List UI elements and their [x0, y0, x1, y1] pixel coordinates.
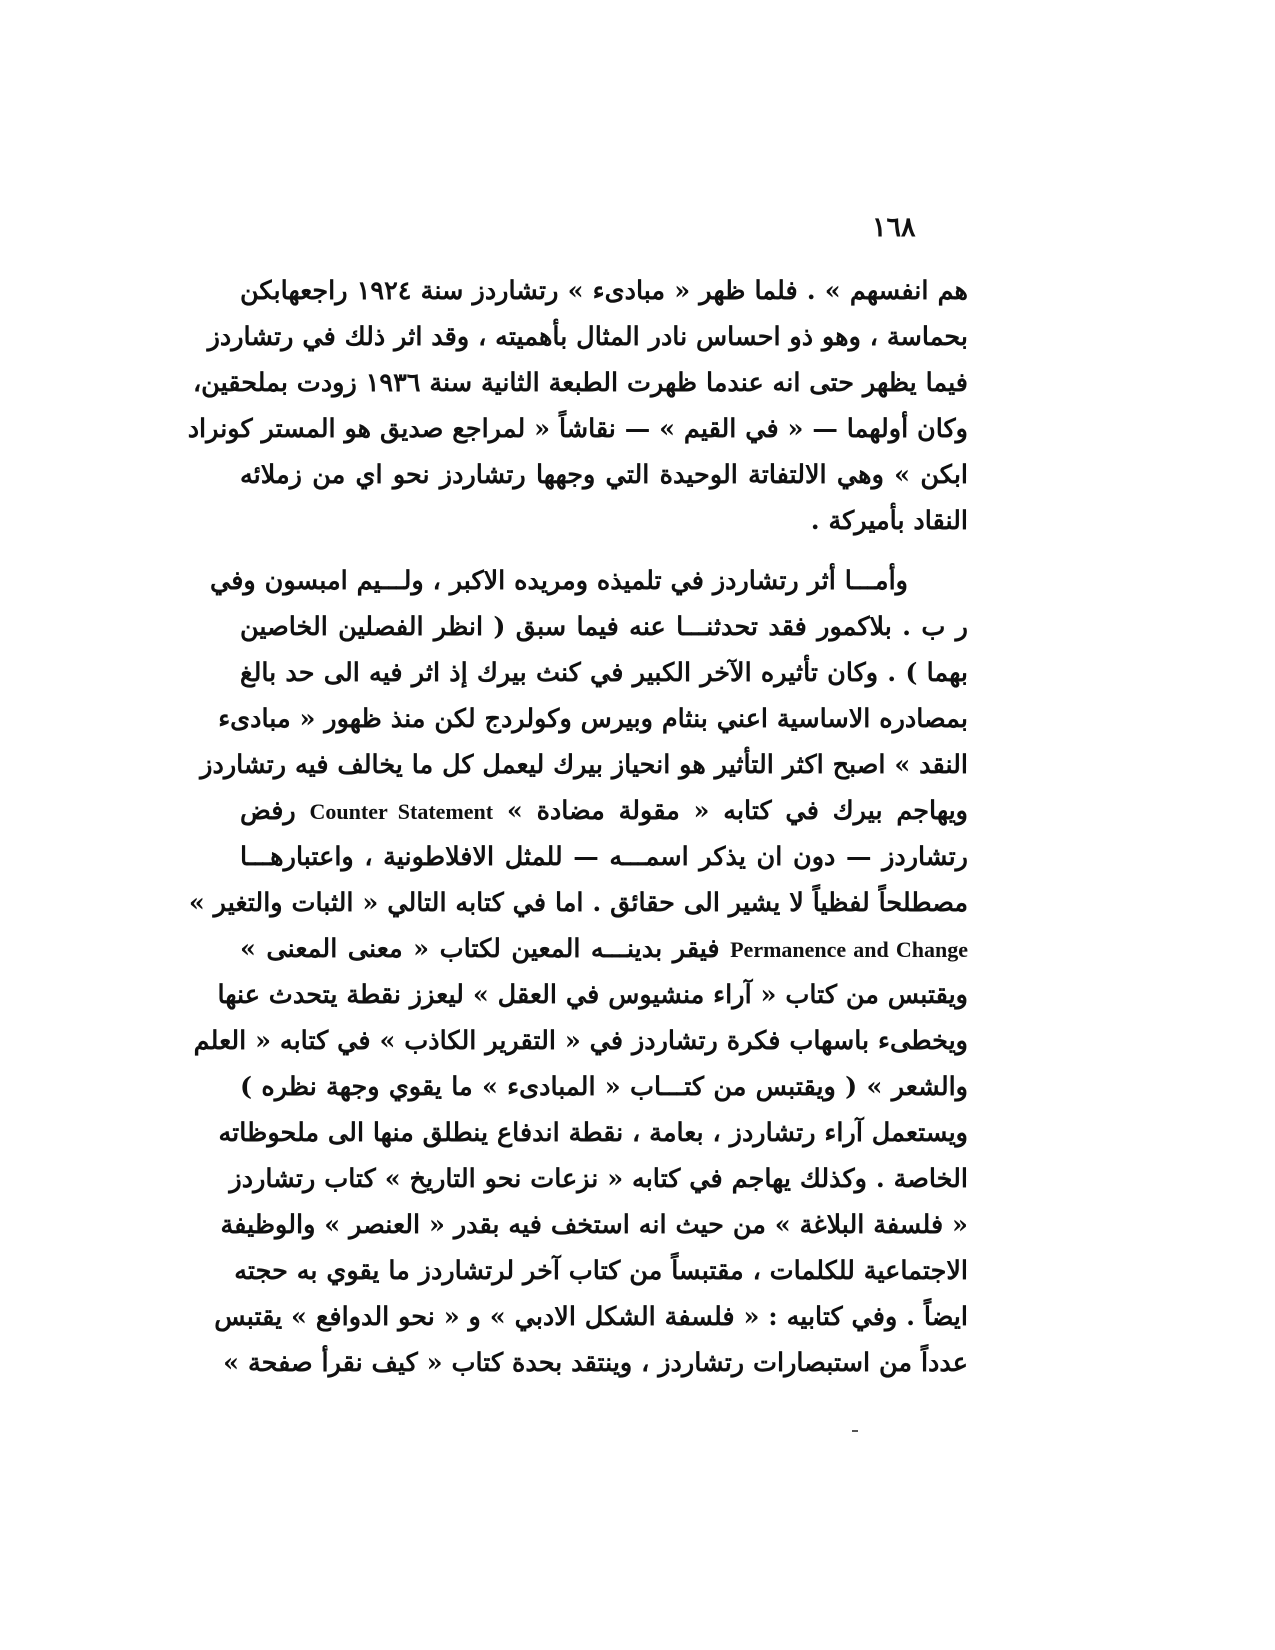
text-line: رتشاردز — دون ان يذكر اسمـــه — للمثل الافلاطونية ، واعتبارهـــا	[240, 842, 968, 872]
text-line: الاجتماعية للكلمات ، مقتبساً من كتاب آخر لرتشاردز ما يقوي به حجته	[234, 1256, 968, 1286]
text-line: عدداً من استبصارات رتشاردز ، وينتقد بحدة كتاب « كيف نقرأ صفحة »	[223, 1348, 968, 1378]
page-number: ١٦٨	[872, 212, 916, 243]
text-line: ايضاً . وفي كتابيه : « فلسفة الشكل الادبي » و « نحو الدوافع » يقتبس	[214, 1302, 968, 1332]
paragraph	[188, 558, 968, 1386]
text-line: ر ب . بلاكمور فقد تحدثنـــا عنه فيما سبق ( انظر الفصلين الخاصين	[240, 612, 968, 642]
text-line: ويقتبس من كتاب « آراء منشيوس في العقل » ليعزز نقطة يتحدث عنها	[217, 980, 968, 1010]
text-line: ابكن » وهي الالتفاتة الوحيدة التي وجهها رتشاردز نحو اي من زملائه	[240, 460, 968, 490]
latin-title: Counter Statement	[309, 799, 494, 824]
text-line: مصطلحاً لفظياً لا يشير الى حقائق . اما في كتابه التالي « الثبات والتغير »	[188, 888, 968, 918]
text-line: الخاصة . وكذلك يهاجم في كتابه « نزعات نحو التاريخ » كتاب رتشاردز	[229, 1164, 968, 1194]
text-line: ويخطىء باسهاب فكرة رتشاردز في « التقرير الكاذب » في كتابه « العلم	[193, 1026, 968, 1056]
text-line: النقد » اصبح اكثر التأثير هو انحياز بيرك ليعمل كل ما يخالف فيه رتشاردز	[200, 750, 968, 780]
text-line: ويهاجم بيرك في كتابه « مقولة مضادة » Counter Statement رفض	[240, 796, 968, 826]
text-line: بحماسة ، وهو ذو احساس نادر المثال بأهميته ، وقد اثر ذلك في رتشاردز	[207, 322, 968, 352]
latin-title: Permanence and Change	[730, 937, 968, 962]
text-line: ويستعمل آراء رتشاردز ، بعامة ، نقطة اندفاع ينطلق منها الى ملحوظاته	[218, 1118, 968, 1148]
text-line: « فلسفة البلاغة » من حيث انه استخف فيه بقدر « العنصر » والوظيفة	[220, 1210, 968, 1240]
paragraph	[187, 268, 968, 544]
paragraph-gap	[240, 544, 968, 558]
text-line: بمصادره الاساسية اعني بنثام وبيرس وكولردج لكن منذ ظهور « مبادىء	[218, 704, 968, 734]
text-line: والشعر » ( ويقتبس من كتـــاب « المبادىء » ما يقوي وجهة نظره )	[240, 1072, 968, 1102]
text-line: فيما يظهر حتى انه عندما ظهرت الطبعة الثانية سنة ١٩٣٦ زودت بملحقين،	[192, 368, 968, 398]
text-line: Permanence and Change فيقر بدينـــه المعين لكتاب « معنى المعنى »	[240, 934, 968, 964]
body-text	[187, 268, 968, 1386]
speck-mark	[852, 1430, 858, 1432]
text-line: هم انفسهم » . فلما ظهر « مبادىء » رتشاردز سنة ١٩٢٤ راجعهابكن	[240, 276, 968, 306]
text-line: وكان أولهما — « في القيم » — نقاشاً « لمراجع صديق هو المستر كونراد	[187, 414, 968, 444]
text-line: بهما ) . وكان تأثيره الآخر الكبير في كنث بيرك إذ اثر فيه الى حد بالغ	[240, 658, 968, 688]
text-line: وأمـــا أثر رتشاردز في تلميذه ومريده الاكبر ، ولـــيم امبسون وفي	[209, 566, 908, 596]
text-line: النقاد بأميركة .	[810, 506, 968, 536]
